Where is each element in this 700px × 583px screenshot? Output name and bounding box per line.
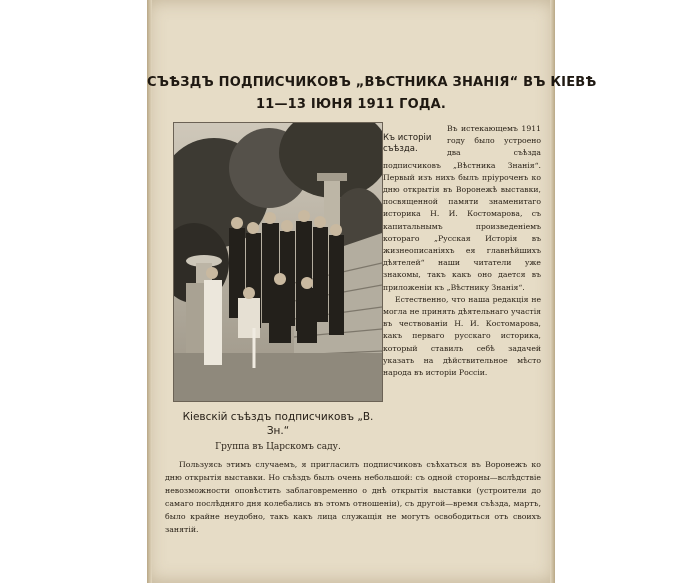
column-paragraph-2: Естественно, что наша редакція не могла не принять дѣятельнаго участія въ чествованіи Н. И. Костомарова, какъ перваго русскаго историка, который ставилъ себѣ задачей указать на дѣйствительное мѣсто народа въ исторіи Россіи.	[383, 294, 541, 378]
title-line-1: СЪѢЗДЪ ПОДПИСЧИКОВЪ „ВѢСТНИКА ЗНАНІЯ“ ВЪ КІЕВѢ	[147, 75, 597, 90]
group-photo-image	[174, 123, 382, 401]
body-paragraph: Пользуясь этимъ случаемъ, я пригласилъ подписчиковъ съѣхаться въ Воронежъ ко дню открытія выставки. Но съѣздъ былъ очень небольшой: съ одной стороны—вслѣдствіе невозможности оповѣстить заблаговременно о днѣ открытія выставки (устроители до самаго послѣдняго дня колебались въ этомъ отношеніи), съ другой—время съѣзда, мартъ, было крайне неудобно, такъ какъ лица служащія не могутъ освободиться отъ своихъ занятій.	[165, 460, 541, 534]
column-paragraph-1: Въ истекающемъ 1911 году было устроено два съѣзда подписчиковъ „Вѣстника Знанія“. Первый изъ нихъ былъ пріуроченъ ко дню открытія въ Воронежѣ выставки, посвященной памяти знаменитаго историка Н. И. Костомарова, съ капитальнымъ произведеніемъ котораго „Русская Исторія въ жизнеописаніяхъ ея главнѣйшихъ дѣятелей“ наши читатели уже знакомы, такъ какъ оно дается въ приложеніи къ „Вѣстнику Знанія“.	[383, 124, 541, 292]
section-subheading: Къ исторіи съѣзда.	[383, 133, 432, 154]
photo-subcaption: Группа въ Царскомъ саду.	[215, 442, 341, 452]
book-page	[147, 0, 597, 583]
right-column-text	[383, 123, 541, 379]
body-text	[165, 458, 541, 536]
group-photo	[173, 122, 383, 402]
photo-caption: Кіевскій съѣздъ подписчиковъ „В. Зн.“	[182, 411, 374, 437]
title-line-2: 11—13 ІЮНЯ 1911 ГОДА.	[255, 97, 447, 112]
